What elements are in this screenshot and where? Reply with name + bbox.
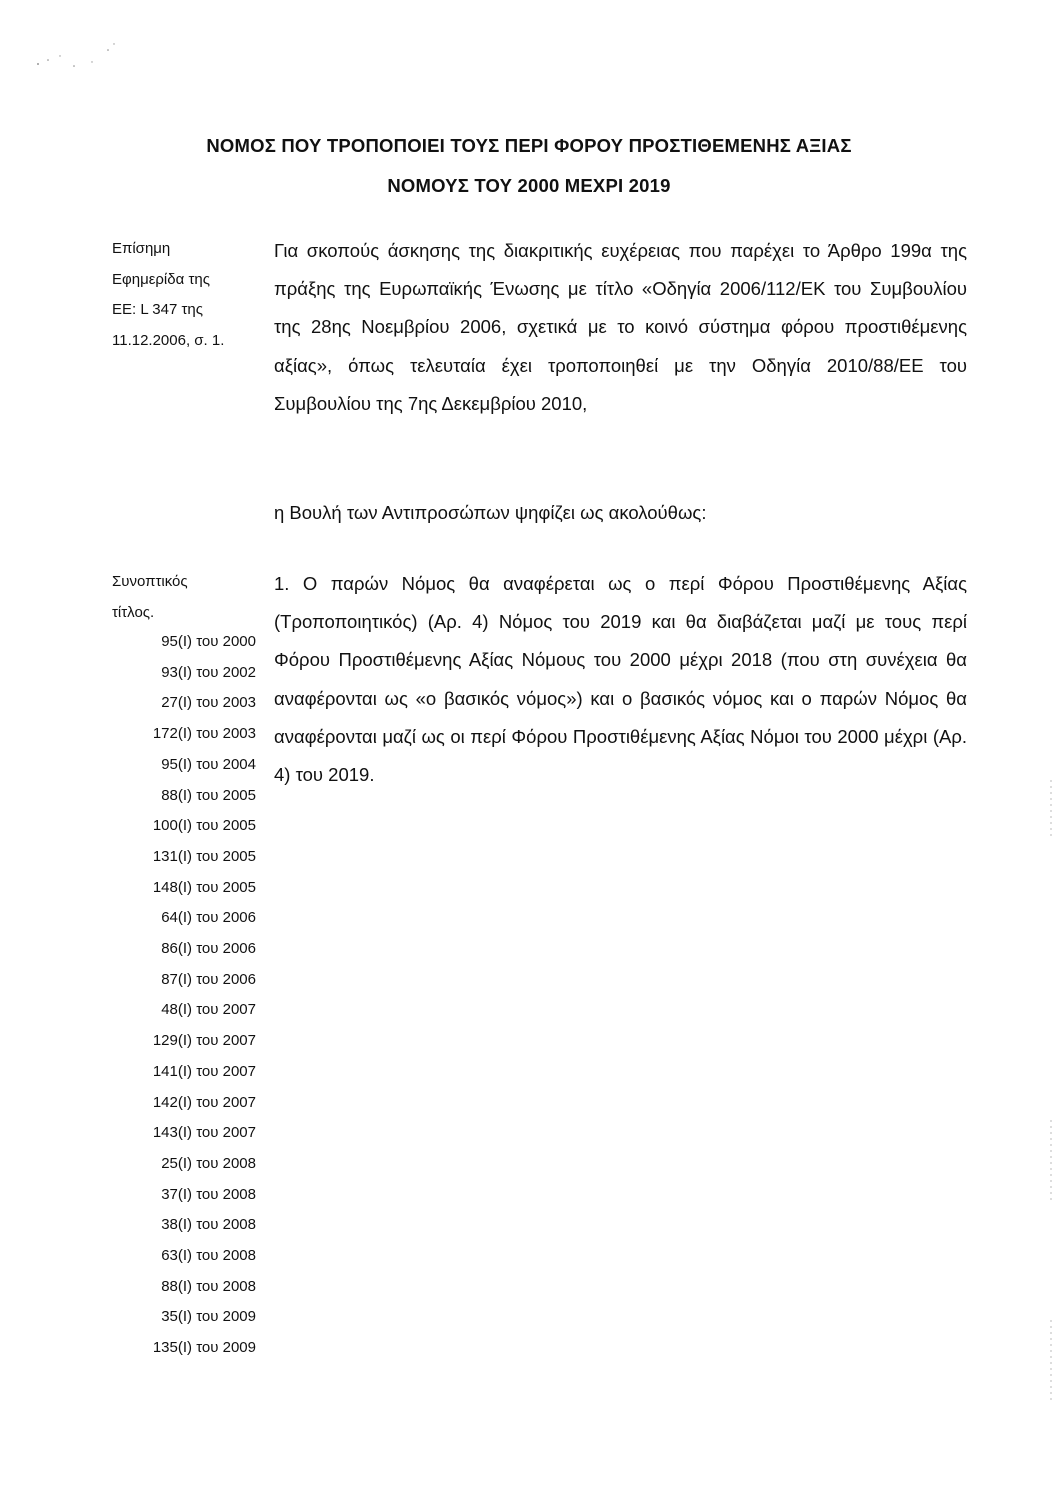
law-citation: 148(I) του 2005 [152, 878, 256, 896]
law-citation: 129(I) του 2007 [152, 1032, 256, 1050]
law-citation: 135(I) του 2009 [152, 1339, 256, 1357]
law-citation: 131(I) του 2005 [152, 847, 256, 865]
law-citation: 64(I) του 2006 [161, 909, 256, 927]
preamble-paragraph: Για σκοπούς άσκησης της διακριτικής ευχέρειας που παρέχει το Άρθρο 199α της πράξης της Ευρωπαϊκής Ένωσης με τίτλο «Οδηγία 2006/112/ΕΚ του Συμβουλίου της 28ης Νοεμβρίου 2006, σχετικά με το κοινό σύστημα φόρου προστιθέμενης αξίας», όπως τελευταία έχει τροποποιηθεί με την Οδηγία 2010/88/ΕΕ του Συμβουλίου της 7ης Δεκεμβρίου 2010, [274, 240, 967, 414]
law-citation: 27(I) του 2003 [161, 694, 256, 712]
scan-artifact-edge [1048, 780, 1054, 1400]
law-citation: 172(I) του 2003 [152, 725, 256, 743]
law-citation: 88(I) του 2005 [161, 786, 256, 804]
amending-laws-list [100, 627, 256, 1364]
law-citation: 100(I) του 2005 [152, 817, 256, 835]
document-title [0, 126, 1058, 206]
law-citation: 88(I) του 2008 [161, 1277, 256, 1295]
law-citation: 141(I) του 2007 [152, 1062, 256, 1080]
law-citation: 25(I) του 2008 [161, 1154, 256, 1172]
law-citation: 63(I) του 2008 [161, 1247, 256, 1265]
margin-note-line: Συνοπτικός [112, 573, 188, 590]
margin-note-line: τίτλος. [112, 603, 155, 621]
title-line-1: ΝΟΜΟΣ ΠΟΥ ΤΡΟΠΟΠΟΙΕΙ ΤΟΥΣ ΠΕΡΙ ΦΟΡΟΥ ΠΡΟΣΤΙΘΕΜΕΝΗΣ ΑΞΙΑΣ [206, 135, 852, 156]
margin-note-line: ΕΕ: L 347 της [112, 301, 203, 318]
law-citation: 48(I) του 2007 [161, 1001, 256, 1019]
law-citation: 35(I) του 2009 [161, 1308, 256, 1326]
law-citation: 142(I) του 2007 [152, 1093, 256, 1111]
law-citation: 95(I) του 2004 [161, 755, 256, 773]
margin-note-line: Επίσημη [112, 240, 171, 257]
law-citation: 93(I) του 2002 [161, 663, 256, 681]
law-citation: 38(I) του 2008 [161, 1216, 256, 1234]
law-citation: 143(I) του 2007 [152, 1124, 256, 1142]
margin-note-short-title [112, 567, 272, 628]
law-citation: 37(I) του 2008 [161, 1185, 256, 1203]
margin-note-line: 11.12.2006, σ. 1. [112, 331, 225, 349]
scan-artifact-specks [30, 36, 130, 76]
enacting-formula: η Βουλή των Αντιπροσώπων ψηφίζει ως ακολούθως: [274, 502, 707, 523]
margin-note-line: Εφημερίδα της [112, 270, 210, 288]
law-citation: 87(I) του 2006 [161, 970, 256, 988]
section-1-paragraph: 1. Ο παρών Νόμος θα αναφέρεται ως ο περί Φόρου Προστιθέμενης Αξίας (Τροποποιητικός) (Αρ. 4) Νόμος του 2019 και θα διαβάζεται μαζί με τους περί Φόρου Προστιθέμενης Αξίας Νόμους του 2000 μέχρι 2018 (που στη συνέχεια θα αναφέρονται ως «ο βασικός νόμος») και ο βασικός νόμος και ο παρών Νόμος θα αναφέρονται μαζί ως οι περί Φόρου Προστιθέμενης Αξίας Νόμοι του 2000 μέχρι (Αρ. 4) του 2019. [274, 573, 967, 786]
title-line-2: ΝΟΜΟΥΣ ΤΟΥ 2000 ΜΕΧΡΙ 2019 [387, 175, 671, 196]
margin-note-gazette-reference [112, 234, 272, 356]
law-citation: 95(I) του 2000 [161, 633, 256, 650]
law-citation: 86(I) του 2006 [161, 940, 256, 958]
